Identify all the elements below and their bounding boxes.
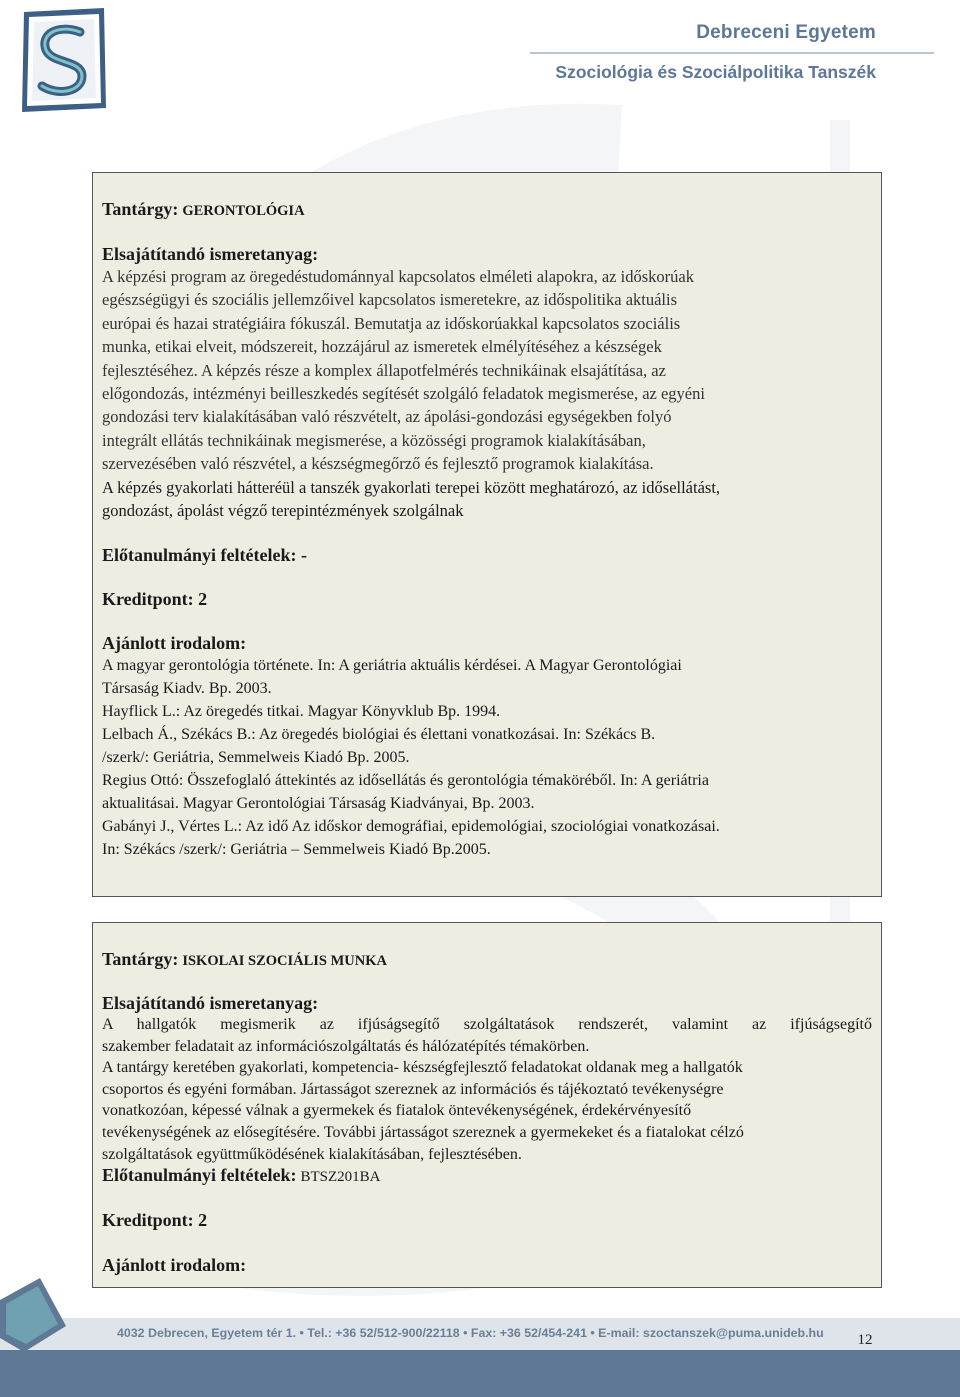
literature-line: /szerk/: Geriátria, Semmelweis Kiadó Bp. 2005. — [102, 749, 410, 767]
literature-heading: Ajánlott irodalom: — [102, 1255, 247, 1276]
content-heading: Elsajátítandó ismeretanyag: — [102, 244, 319, 264]
content-line: egészségügyi és szociális jellemzőivel kapcsolatos ismeretekre, az időspolitika aktuális — [102, 290, 678, 310]
content-heading: Elsajátítandó ismeretanyag: — [102, 993, 319, 1013]
content-line: szervezésében való részvétel, a készségmegőrző és fejlesztő programok kialakítása. — [102, 454, 654, 474]
prerequisites-value: BTSZ201BA — [300, 1169, 381, 1186]
subject-line — [102, 949, 872, 970]
subject-label: Tantárgy: — [102, 949, 179, 969]
practice-line: gondozást, ápolást végző terepintézmények szolgálnak — [102, 501, 464, 521]
content-line: A tantárgy keretében gyakorlati, kompetencia- készségfejlesztő feladatokat oldanak meg a hallgatók — [102, 1059, 743, 1077]
content-line: csoportos és egyéni formában. Jártasságot szereznek az információs és tájékoztató tevékenységre — [102, 1080, 724, 1098]
page-number: 12 — [857, 1332, 873, 1348]
literature-line: Regius Ottó: Összefoglaló áttekintés az idősellátás és gerontológia témaköréből. In: A geriátria — [102, 772, 709, 790]
content-line: munka, etikai elveit, módszereit, hozzájárul az ismeretek elmélyítéséhez a készségek — [102, 337, 662, 357]
content-line: tevékenységének az elősegítésére. További jártasságot szereznek a gyermekeket és a fiatalokat célzó — [102, 1123, 744, 1141]
subject-name: GERONTOLÓGIA — [182, 203, 305, 219]
literature-heading: Ajánlott irodalom: — [102, 633, 247, 654]
literature-line: Társaság Kiadv. Bp. 2003. — [102, 680, 272, 698]
content-line: gondozási terv kialakításában való részvételt, az ápolási-gondozási egységekben folyó — [102, 407, 672, 427]
content-line: vonatkozóan, képessé válnak a gyermekek és fiatalok öntevékenységének, érdekérvényesítő — [102, 1102, 692, 1120]
content-paragraph — [102, 265, 872, 476]
literature-line: Lelbach Á., Székács B.: Az öregedés biológiai és élettani vonatkozásai. In: Székács B. — [102, 726, 656, 744]
literature-line: In: Székács /szerk/: Geriátria – Semmelweis Kiadó Bp.2005. — [102, 841, 491, 859]
literature-line: A magyar gerontológia története. In: A geriátria aktuális kérdései. A Magyar Gerontológiai — [102, 657, 682, 675]
prerequisites: Előtanulmányi feltételek: - — [102, 545, 307, 566]
university-name: Debreceni Egyetem — [696, 22, 876, 43]
course-box-gerontologia — [92, 172, 882, 897]
prerequisites-label: Előtanulmányi feltételek: — [102, 1165, 297, 1186]
content-line: szakember feladatait az információszolgáltatás és hálózatépítés témakörben. — [102, 1037, 590, 1055]
credit-points: Kreditpont: 2 — [102, 589, 208, 610]
course-box-iskolai-szocialis-munka — [92, 922, 882, 1288]
practice-line: A képzés gyakorlati hátteréül a tanszék gyakorlati terepei között meghatározó, az idősellátást, — [102, 477, 721, 497]
practice-paragraph — [102, 476, 872, 523]
literature-line: Hayflick L.: Az öregedés titkai. Magyar Könyvklub Bp. 1994. — [102, 703, 501, 721]
content-line: előgondozás, intézményi beilleszkedés segítését szolgáló feladatok megismerése, az egyéni — [102, 384, 705, 404]
content-line: A képzési program az öregedéstudománnyal kapcsolatos elméleti alapokra, az időskorúak — [102, 267, 694, 286]
content-line: európai és hazai stratégiáira fókuszál. Bemutatja az időskorúakkal kapcsolatos szociális — [102, 313, 681, 333]
department-logo — [18, 6, 110, 114]
content-line: integrált ellátás technikáinak megismerése, a közösségi programok kialakításában, — [102, 430, 646, 450]
content-paragraph — [102, 1014, 872, 1165]
literature-line: aktualitásai. Magyar Gerontológiai Társaság Kiadványai, Bp. 2003. — [102, 795, 535, 813]
footer-bar — [0, 1350, 960, 1397]
literature-line: Gabányi J., Vértes L.: Az idő Az időskor demográfiai, epidemológiai, szociológiai vonatkozásai. — [102, 818, 720, 836]
content-line: A hallgatók megismerik az ifjúságsegítő szolgáltatások rendszerét, valamint az ifjúságsegítő — [102, 1016, 872, 1033]
subject-name: ISKOLAI SZOCIÁLIS MUNKA — [182, 953, 388, 969]
footer-contact: 4032 Debrecen, Egyetem tér 1. • Tel.: +36 52/512-900/22118 • Fax: +36 52/454-241 • E-mail: szoctanszek@puma.unideb.hu — [117, 1326, 824, 1340]
content-line: fejlesztéséhez. A képzés része a komplex állapotfelmérés technikáinak elsajátítása, az — [102, 360, 666, 380]
credit-points: Kreditpont: 2 — [102, 1210, 208, 1231]
prerequisites-line — [102, 1165, 872, 1186]
literature-list — [102, 654, 872, 861]
subject-line — [102, 199, 872, 220]
subject-label: Tantárgy: — [102, 199, 179, 219]
content-line: szolgáltatások együttműködésének kialakításában, fejlesztésében. — [102, 1145, 522, 1163]
department-name: Szociológia és Szociálpolitika Tanszék — [555, 62, 876, 82]
footer-logo-mark — [0, 1278, 70, 1378]
header-divider — [530, 52, 934, 54]
